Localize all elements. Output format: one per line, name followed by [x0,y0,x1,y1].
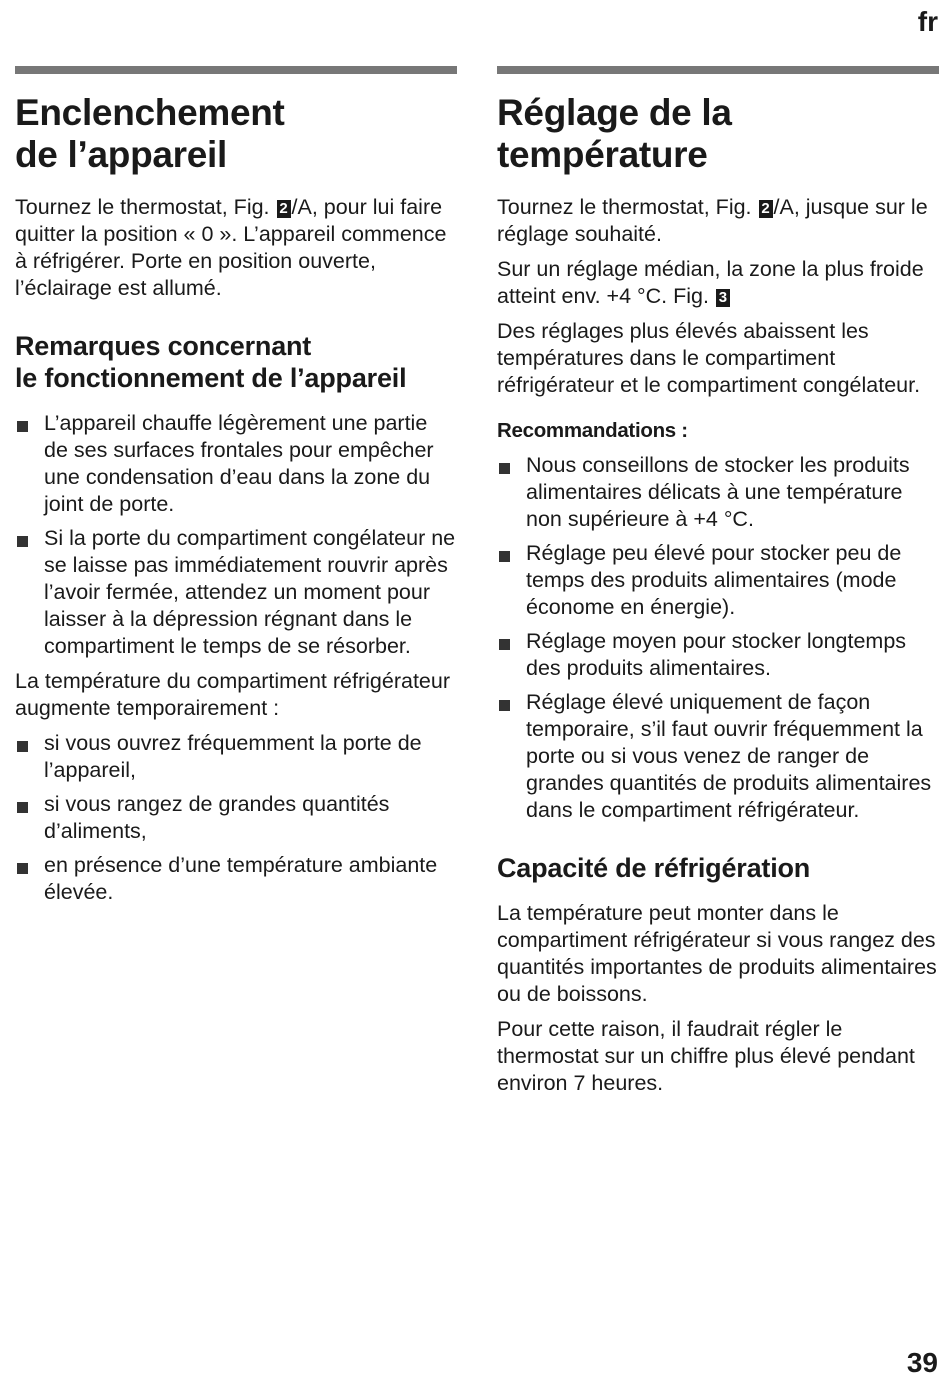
list-item [15,410,457,518]
square-bullet-icon [17,741,28,752]
square-bullet-icon [17,536,28,547]
left-column [15,66,457,914]
remarks-title-line-1: Remarques concernant [15,331,312,361]
temp-rise-paragraph: La température du compartiment réfrigérateur augmente temporairement : [15,669,450,720]
title-line-1: Réglage de la [497,92,732,133]
list-item [15,525,457,660]
median-setting-paragraph [497,256,939,310]
section-title-temperature [497,92,939,176]
higher-settings-paragraph: Des réglages plus élevés abaissent les températures dans le compartiment réfrigérateur et le compartiment congélateur. [497,319,921,397]
temp-rise-list [15,730,457,906]
remarks-title [15,330,457,394]
title-line-2: de l’appareil [15,134,228,175]
remarks-list [15,410,457,660]
list-item-text: Si la porte du compartiment congélateur ne se laisse pas immédiatement rouvrir après l’avoir fermée, attendez un moment pour laisser à la dépression régnant dans le compartiment le temps de se résorber. [44,526,456,658]
section-title-switch-on [15,92,457,176]
page-number: 39 [906,1347,938,1378]
list-item [497,452,939,533]
list-item [497,628,939,682]
right-column [497,66,939,1105]
p2-text-pre: Sur un réglage médian, la zone la plus froide atteint env. +4 °C. Fig. [497,257,924,308]
square-bullet-icon [499,463,510,474]
recommendations-list [497,452,939,824]
square-bullet-icon [17,802,28,813]
intro-text-pre: Tournez le thermostat, Fig. [15,195,276,219]
list-item [497,540,939,621]
square-bullet-icon [17,421,28,432]
figure-ref-badge: 2 [277,200,291,218]
list-item-text: Nous conseillons de stocker les produits alimentaires délicats à une température non supérieure à +4 °C. [526,453,910,531]
section-rule [15,66,457,74]
list-item-text: en présence d’une température ambiante élevée. [44,853,438,904]
language-code: fr [917,6,938,37]
p1-text-pre: Tournez le thermostat, Fig. [497,195,758,219]
square-bullet-icon [499,639,510,650]
square-bullet-icon [499,551,510,562]
figure-ref-badge: 2 [759,200,773,218]
list-item-text: Réglage peu élevé pour stocker peu de temps des produits alimentaires (mode économe en énergie). [526,541,902,619]
recommendations-title: Recommandations : [497,419,688,442]
list-item-text: si vous ouvrez fréquemment la porte de l’appareil, [44,731,422,782]
list-item [15,730,457,784]
section-rule [497,66,939,74]
list-item-text: Réglage moyen pour stocker longtemps des produits alimentaires. [526,629,907,680]
capacity-paragraph-2: Pour cette raison, il faudrait régler le thermostat sur un chiffre plus élevé pendant environ 7 heures. [497,1017,915,1095]
p1-text-post: /A, jusque sur le réglage souhaité. [497,195,928,246]
list-item-text: si vous rangez de grandes quantités d’aliments, [44,792,390,843]
square-bullet-icon [17,863,28,874]
intro-text-post: /A, pour lui faire quitter la position « 0 ». L’appareil commence à réfrigérer. Porte en position ouverte, l’éclairage est allumé. [15,195,447,300]
list-item-text: Réglage élevé uniquement de façon temporaire, s’il faut ouvrir fréquemment la porte ou si vous venez de ranger de grandes quantités de produits alimentaires dans le compartiment réfrigérateur. [526,690,932,822]
list-item [15,791,457,845]
list-item [497,689,939,824]
capacity-title: Capacité de réfrigération [497,853,811,883]
figure-ref-badge: 3 [716,289,730,307]
remarks-title-line-2: le fonctionnement de l’appareil [15,363,407,393]
list-item [15,852,457,906]
thermostat-paragraph [497,194,939,248]
square-bullet-icon [499,700,510,711]
capacity-paragraph-1: La température peut monter dans le compartiment réfrigérateur si vous rangez des quantités importantes de produits alimentaires ou de boissons. [497,901,937,1006]
switch-on-paragraph [15,194,457,302]
title-line-1: Enclenchement [15,92,285,133]
list-item-text: L’appareil chauffe légèrement une partie de ses surfaces frontales pour empêcher une condensation d’eau dans la zone du joint de porte. [44,411,434,516]
title-line-2: température [497,134,708,175]
